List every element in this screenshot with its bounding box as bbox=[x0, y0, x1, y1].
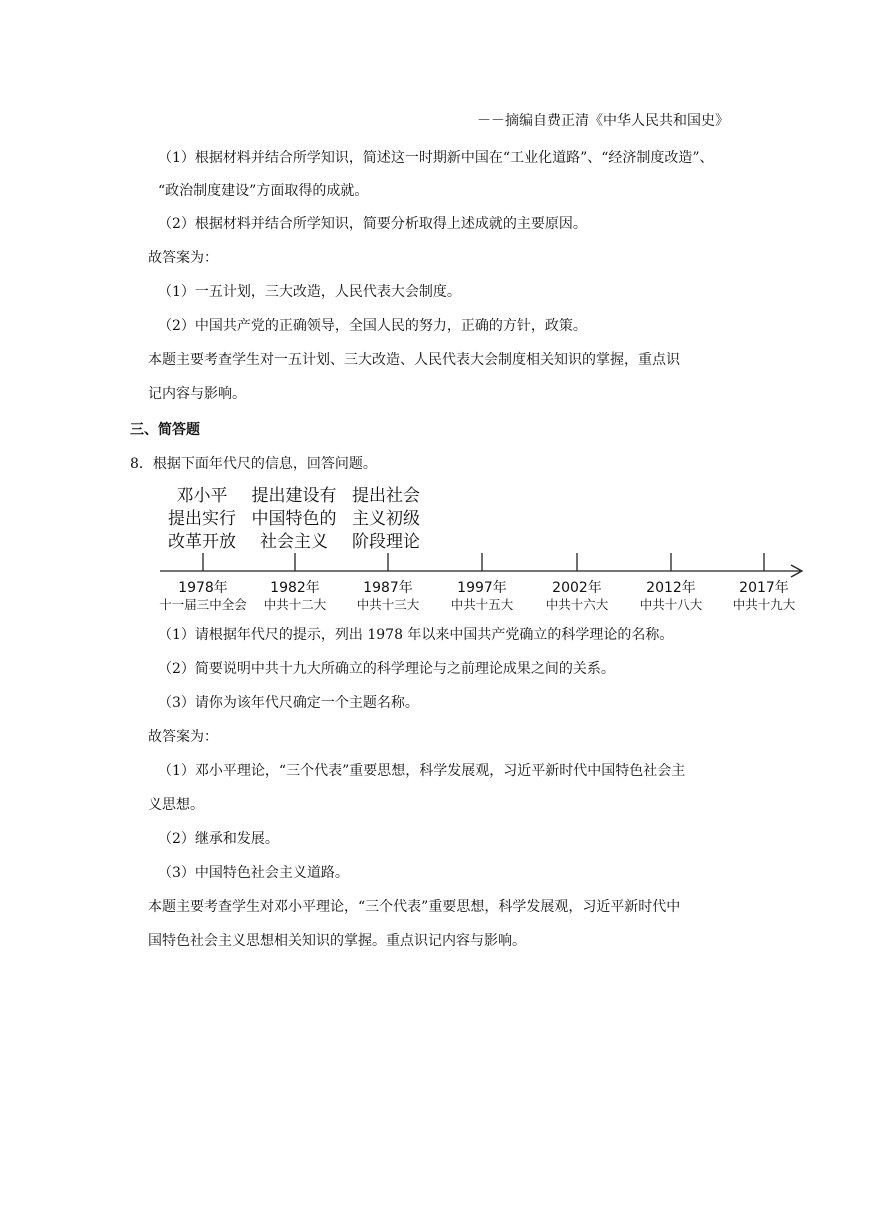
q8-question-1: （1）请根据年代尺的提示，列出 1978 年以来中国共产党确立的科学理论的名称。 bbox=[158, 627, 674, 643]
q7-question-1a: （1）根据材料并结合所学知识，简述这一时期新中国在“工业化道路”、“经济制度改造”、 bbox=[158, 150, 714, 166]
timeline-event-label: 提出社会 bbox=[352, 486, 420, 506]
q8-answer-2: （2）继承和发展。 bbox=[158, 831, 279, 847]
q8-answer-1b: 义思想。 bbox=[148, 797, 204, 813]
q8-question-3: （3）请你为该年代尺确定一个主题名称。 bbox=[158, 695, 419, 711]
tick-year-label: 2012年 bbox=[646, 580, 696, 596]
tick-year-label: 2002年 bbox=[552, 580, 602, 596]
timeline-event-label: 提出建设有 bbox=[251, 486, 337, 506]
timeline-event-label: 主义初级 bbox=[352, 509, 420, 529]
q8-analysis-2: 国特色社会主义思想相关知识的掌握。重点识记内容与影响。 bbox=[148, 933, 526, 949]
q8-answer-3: （3）中国特色社会主义道路。 bbox=[158, 865, 349, 881]
q7-source: －－摘编自费正清《中华人民共和国史》 bbox=[477, 113, 729, 129]
q7-answer-2: （2）中国共产党的正确领导，全国人民的努力，正确的方针，政策。 bbox=[158, 318, 587, 334]
q8-stem: 8．根据下面年代尺的信息，回答问题。 bbox=[130, 456, 377, 472]
timeline-event-label: 改革开放 bbox=[168, 532, 236, 552]
tick-congress-label: 中共十二大 bbox=[263, 597, 327, 612]
q7-answer-1: （1）一五计划，三大改造，人民代表大会制度。 bbox=[158, 284, 461, 300]
tick-year-label: 1987年 bbox=[363, 580, 413, 596]
tick-congress-label: 中共十五大 bbox=[450, 597, 514, 612]
timeline-ruler bbox=[150, 480, 812, 615]
q8-analysis-1: 本题主要考查学生对邓小平理论，“三个代表”重要思想，科学发展观，习近平新时代中 bbox=[148, 899, 681, 915]
tick-congress-label: 中共十六大 bbox=[545, 597, 609, 612]
timeline-event-label: 中国特色的 bbox=[251, 509, 337, 529]
tick-year-label: 1997年 bbox=[457, 580, 507, 596]
q8-answer-heading: 故答案为： bbox=[148, 729, 218, 745]
timeline-event-label: 邓小平 bbox=[176, 486, 228, 506]
q8-answer-1a: （1）邓小平理论，“三个代表”重要思想，科学发展观，习近平新时代中国特色社会主 bbox=[158, 763, 686, 779]
timeline-event-label: 阶段理论 bbox=[352, 532, 420, 552]
tick-year-label: 2017年 bbox=[739, 580, 789, 596]
q7-analysis-2: 记内容与影响。 bbox=[148, 386, 246, 402]
tick-congress-label: 中共十九大 bbox=[732, 597, 796, 612]
tick-year-label: 1982年 bbox=[270, 580, 320, 596]
tick-congress-label: 中共十三大 bbox=[356, 597, 420, 612]
q7-question-2: （2）根据材料并结合所学知识，简要分析取得上述成就的主要原因。 bbox=[158, 216, 587, 232]
timeline-event-label: 社会主义 bbox=[260, 532, 328, 552]
tick-year-label: 1978年 bbox=[178, 580, 228, 596]
timeline-event-label: 提出实行 bbox=[168, 509, 236, 529]
q7-analysis-1: 本题主要考查学生对一五计划、三大改造、人民代表大会制度相关知识的掌握，重点识 bbox=[148, 352, 680, 368]
q7-answer-heading: 故答案为： bbox=[148, 250, 218, 266]
q7-question-1b: “政治制度建设”方面取得的成就。 bbox=[158, 183, 369, 199]
section-title: 三、简答题 bbox=[130, 422, 200, 438]
tick-congress-label: 中共十八大 bbox=[639, 597, 703, 612]
q8-question-2: （2）简要说明中共十九大所确立的科学理论与之前理论成果之间的关系。 bbox=[158, 661, 615, 677]
tick-congress-label: 十一届三中全会 bbox=[159, 597, 247, 612]
